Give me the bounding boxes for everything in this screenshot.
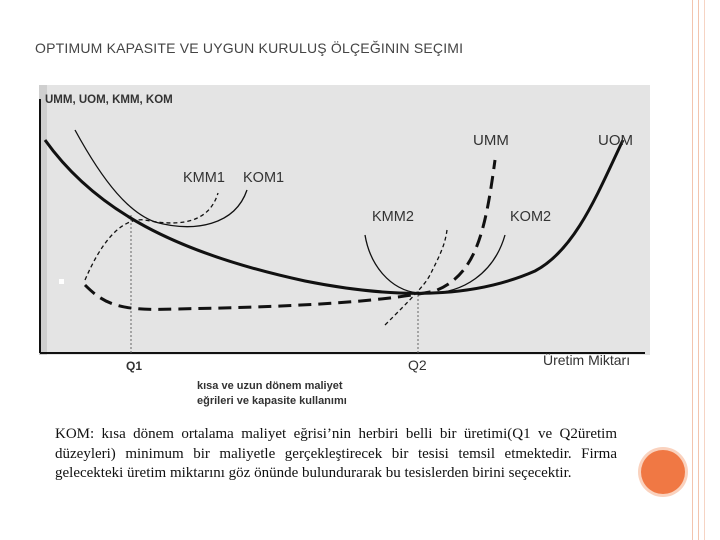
decorative-circle (641, 450, 685, 494)
axis-marker (59, 279, 64, 284)
cost-curves-diagram (35, 85, 655, 415)
uom-label: UOM (598, 132, 633, 149)
kmm1-label: KMM1 (183, 170, 225, 186)
body-text: KOM: kısa dönem ortalama maliyet eğrisi’nin herbiri belli bir üretimi(Q1 ve Q2üretim düzeyleri) minimum bir maliyetle gerçekleştirecek bir tesisi temsil etmektedir. Firma gelecekteki üretim miktarını göz önünde bulundurarak bu tesislerden birini seçecektir. (55, 426, 617, 481)
q1-label: Q1 (126, 359, 143, 373)
y-axis-label: UMM, UOM, KMM, KOM (45, 94, 173, 106)
kom1-label: KOM1 (243, 170, 285, 186)
umm-label: UMM (473, 132, 509, 149)
decorative-border-lines (692, 0, 706, 540)
diagram-canvas (35, 85, 655, 415)
x-axis-label: Üretim Miktarı (543, 352, 631, 368)
diagram-caption-line-1: kısa ve uzun dönem maliyet (197, 380, 343, 392)
diagram-caption-line-2: eğrileri ve kapasite kullanımı (197, 395, 347, 407)
kom2-label: KOM2 (510, 209, 552, 225)
q2-label: Q2 (408, 357, 427, 373)
kmm2-label: KMM2 (372, 209, 414, 225)
slide-title: OPTIMUM KAPASITE VE UYGUN KURULUŞ ÖLÇEĞININ SEÇIMI (35, 40, 464, 56)
